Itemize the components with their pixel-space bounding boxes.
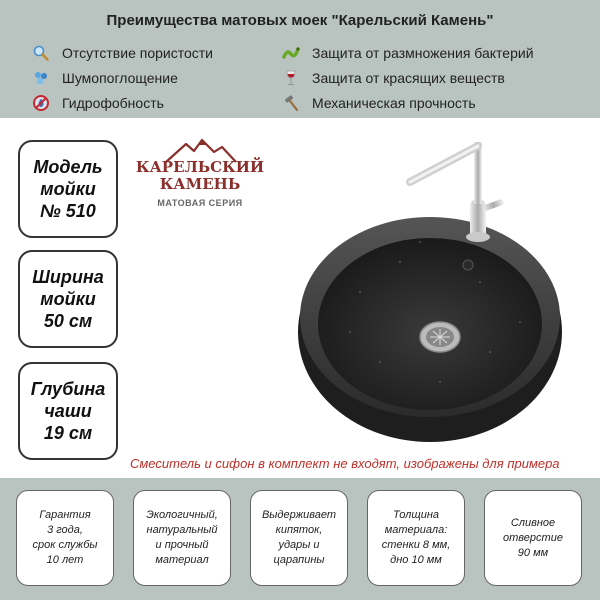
spec-line: Модель xyxy=(33,157,103,177)
logo-line-2: КАМЕНЬ xyxy=(159,175,241,193)
feature-antibacterial xyxy=(282,44,534,62)
durability-card: Выдерживает кипяток, удары и царапины xyxy=(250,490,348,586)
drops-icon xyxy=(32,69,50,87)
feature-noise-absorption xyxy=(32,69,178,87)
spec-value: 19 см xyxy=(43,423,93,443)
spec-value: 50 см xyxy=(43,311,93,331)
page-title: Преимущества матовых моек "Карельский Камень" xyxy=(106,12,494,29)
sink-image xyxy=(290,132,590,452)
spec-line: мойки xyxy=(40,289,96,309)
wine-glass-icon xyxy=(282,69,300,87)
brand-logo xyxy=(130,134,270,214)
no-water-icon xyxy=(32,94,50,112)
spec-width xyxy=(18,250,118,348)
logo-line-1: КАРЕЛЬСКИЙ xyxy=(135,158,265,176)
hammer-icon xyxy=(282,94,300,112)
spec-line: Глубина xyxy=(30,379,106,399)
feature-label: Механическая прочность xyxy=(312,95,476,111)
feature-no-porosity xyxy=(32,44,213,62)
feature-label: Шумопоглощение xyxy=(62,70,178,86)
spec-depth xyxy=(18,362,118,460)
thickness-card: Толщина материала: стенки 8 мм, дно 10 мм xyxy=(367,490,465,586)
bacteria-icon xyxy=(282,44,300,62)
warranty-card: Гарантия 3 года, срок службы 10 лет xyxy=(16,490,114,586)
feature-label: Защита от красящих веществ xyxy=(312,70,505,86)
feature-label: Гидрофобность xyxy=(62,95,164,111)
feature-hydrophobic xyxy=(32,94,164,112)
spec-value: № 510 xyxy=(40,201,96,221)
feature-mechanical-strength xyxy=(282,94,476,112)
spec-line: Ширина xyxy=(32,267,104,287)
feature-label: Защита от размножения бактерий xyxy=(312,45,534,61)
eco-material-card: Экологичный, натуральный и прочный материал xyxy=(133,490,231,586)
logo-subtitle: МАТОВАЯ СЕРИЯ xyxy=(157,198,243,208)
disclaimer-note: Смеситель и сифон в комплект не входят, изображены для примера xyxy=(130,456,560,471)
spec-model xyxy=(18,140,118,238)
feature-label: Отсутствие пористости xyxy=(62,45,213,61)
drain-hole-card: Сливное отверстие 90 мм xyxy=(484,490,582,586)
magnifier-icon xyxy=(32,44,50,62)
spec-line: мойки xyxy=(40,179,96,199)
feature-stain-protection xyxy=(282,69,505,87)
spec-line: чаши xyxy=(44,401,92,421)
